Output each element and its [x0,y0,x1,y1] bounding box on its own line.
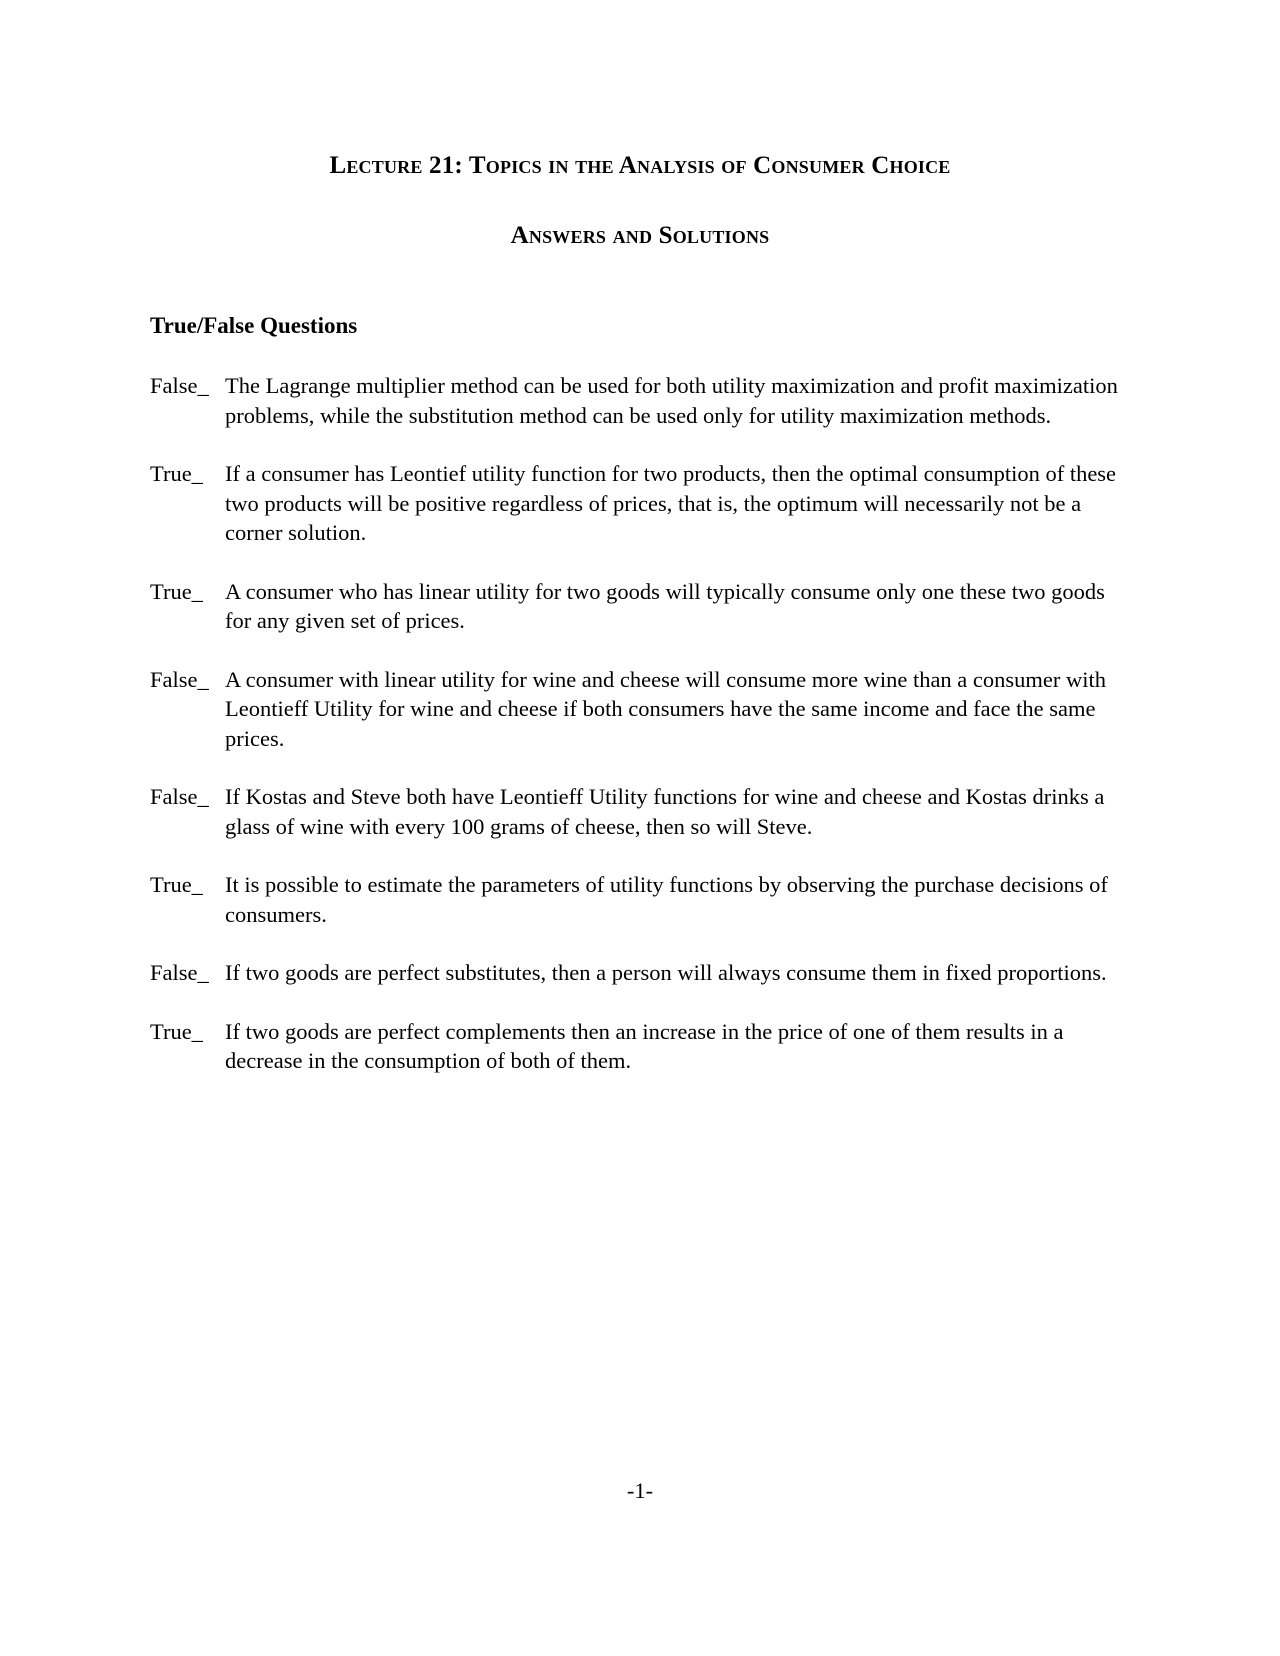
question-answer: True_ [150,461,203,486]
question-text: If two goods are perfect substitutes, then a person will always consume them in fixed proportions. [225,960,1107,985]
question-text: If two goods are perfect complements then an increase in the price of one of them results in a decrease in the consumption of both of them. [225,1018,1064,1073]
question-text: A consumer with linear utility for wine and cheese will consume more wine than a consumer with Leontieff Utility for wine and cheese if both consumers have the same income and face the same prices. [225,666,1107,751]
question-item [150,371,1130,430]
question-item [150,870,1130,929]
question-answer: True_ [150,578,203,604]
question-text: If Kostas and Steve both have Leontieff Utility functions for wine and cheese and Kostas drinks a glass of wine with every 100 grams of cheese, then so will Steve. [225,784,1105,839]
document-subtitle: Answers and Solutions [510,222,770,249]
question-answer: False_ [150,373,209,398]
question-item [150,459,1130,548]
question-text: If a consumer has Leontief utility function for two products, then the optimal consumption of these two products will be positive regardless of prices, that is, the optimum will necessarily not be a corner solution. [225,461,1117,545]
question-answer: False_ [150,666,209,692]
question-answer: False_ [150,784,209,809]
question-answer: False_ [150,960,209,985]
question-answer: True_ [150,1018,203,1044]
question-item [150,782,1130,841]
question-text: The Lagrange multiplier method can be used for both utility maximization and profit maximization problems, while the substitution method can be used only for utility maximization methods. [225,373,1118,428]
question-item [150,958,1130,988]
question-text: A consumer who has linear utility for two goods will typically consume only one these two goods for any given set of prices. [225,578,1105,633]
question-text: It is possible to estimate the parameters of utility functions by observing the purchase decisions of consumers. [225,872,1108,927]
question-list [150,371,1130,1105]
page-number: -1- [626,1478,654,1503]
document-title: Lecture 21: Topics in the Analysis of Consumer Choice [329,152,951,179]
question-item [150,665,1130,754]
question-item [150,1017,1130,1076]
question-answer: True_ [150,872,203,897]
section-heading: True/False Questions [150,313,358,338]
question-item [150,577,1130,636]
